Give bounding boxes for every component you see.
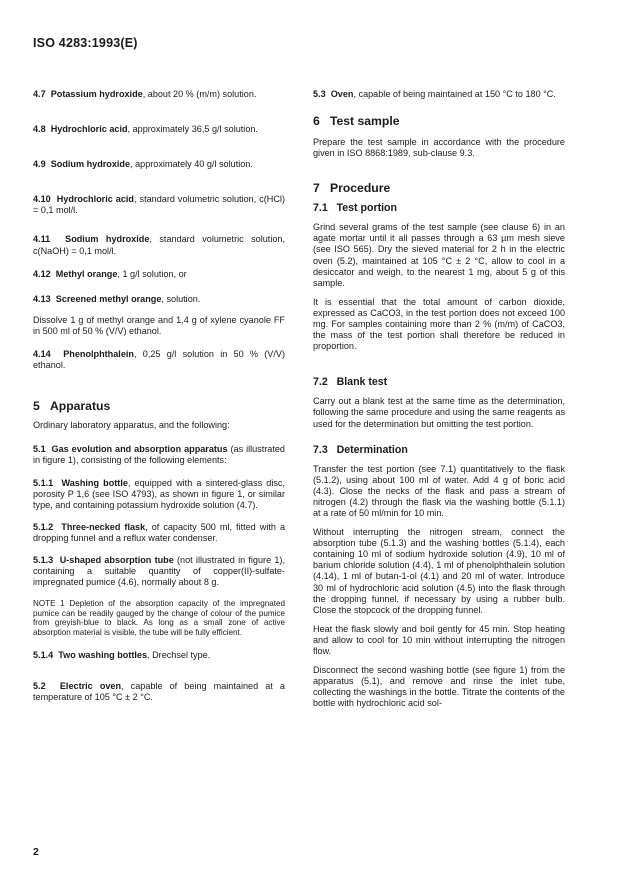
clause-number: 4.12 xyxy=(33,268,51,279)
clause-number: 5.1.3 xyxy=(33,554,54,565)
clause-4-10 xyxy=(33,194,285,216)
clause-name: Sodium hydroxide xyxy=(50,159,131,170)
clause-name: Hydrochloric acid xyxy=(50,124,128,135)
clause-text: , equipped with a sintered-glass disc, porosity P 1,6 (see ISO 4793), as shown in figure 1, or similar type, and containing potassium hydroxide solution (4.7). xyxy=(33,477,285,510)
section-5-heading: 5 Apparatus xyxy=(33,399,111,414)
clause-4-11 xyxy=(33,234,285,256)
clause-name: Gas evolution and absorption apparatus xyxy=(51,444,228,455)
clause-number: 4.9 xyxy=(33,159,46,170)
test-portion-paragraph-2: It is essential that the total amount of carbon dioxide, expressed as CaCO3, in the test portion does not exceed 100 mg. For samples containing more than 2 % (m/m) of CaCO3, the mass of the test portion shall therefore be reduced in proportion. xyxy=(313,296,565,352)
clause-number: 5.1.4 xyxy=(33,649,54,660)
section-7-heading: 7 Procedure xyxy=(313,181,391,196)
subsection-7-2-heading: 7.2 Blank test xyxy=(313,376,388,389)
clause-name: Three-necked flask xyxy=(61,521,146,532)
page-number: 2 xyxy=(33,846,39,858)
clause-text: , solution. xyxy=(161,293,201,304)
clause-text: , capable of being maintained at a temperature of 105 °C ± 2 °C. xyxy=(33,680,285,702)
clause-name: Electric oven xyxy=(59,680,122,691)
determination-paragraph-1: Transfer the test portion (see 7.1) quantitatively to the flask (5.1.2), using about 100 ml of water. Add 4 g of boric acid (4.3). Close the necks of the flask and pass a stream of nitrogen (4.2) through the flask via the washing bottle (5.1.1) at a rate of 50 ml/min for 10 min. xyxy=(313,463,565,518)
clause-number: 5.1.1 xyxy=(33,477,54,488)
clause-number: 4.13 xyxy=(33,293,51,304)
clause-4-13 xyxy=(33,294,285,305)
clause-text: , standard volumetric solution, c(NaOH) = 0,1 mol/l. xyxy=(33,234,285,256)
clause-text: (not illustrated in figure 1), containing a suitable quantity of copper(II)-sulfate-impregnated pumice (4.6), normally about 8 g. xyxy=(33,554,285,588)
clause-number: 5.3 xyxy=(313,89,326,99)
clause-name: Hydrochloric acid xyxy=(56,194,134,205)
clause-name: Sodium hydroxide xyxy=(65,234,150,245)
clause-4-9 xyxy=(33,159,285,170)
clause-5-1-3 xyxy=(33,555,285,588)
clause-number: 4.14 xyxy=(33,349,51,360)
clause-text: , standard volumetric solution, c(HCl) = 0,1 mol/l. xyxy=(33,194,285,216)
clause-number: 5.2 xyxy=(33,680,46,691)
clause-name: Two washing bottles xyxy=(58,649,148,660)
clause-5-1-4 xyxy=(33,650,285,661)
clause-text: , 0,25 g/l solution in 50 % (V/V) ethanol. xyxy=(33,349,285,371)
clause-number: 4.11 xyxy=(33,234,51,245)
clause-number: 4.8 xyxy=(33,124,46,135)
left-column xyxy=(33,89,285,703)
clause-number: 5.1 xyxy=(33,444,46,455)
note-1: NOTE 1 Depletion of the absorption capacity of the impregnated pumice can be readily gauged by the change of colour of the pumice from greyish-blue to black. As long as a small zone of active absorption material is visible, the tube will be fully efficient. xyxy=(33,599,285,638)
clause-text: , Drechsel type. xyxy=(147,649,211,660)
test-portion-paragraph-1: Grind several grams of the test sample (see clause 6) in an agate mortar until it all passes through a 63 µm mesh sieve (see ISO 565). Dry the sieved material for 2 h in the electric oven (5.2), maintained at 105 °C ± 2 °C, allow to cool in a desiccator and weigh, to the nearest 1 mg, about 5 g of this sample. xyxy=(313,222,565,288)
clause-name: Washing bottle xyxy=(61,477,128,488)
clause-text: (as illustrated in figure 1), consisting of the following elements: xyxy=(33,444,285,466)
section-5-intro: Ordinary laboratory apparatus, and the following: xyxy=(33,420,230,431)
clause-4-7 xyxy=(33,89,285,100)
clause-text: , approximately 36,5 g/l solution. xyxy=(127,124,258,135)
subsection-7-3-heading: 7.3 Determination xyxy=(313,443,408,456)
right-column xyxy=(313,89,565,709)
clause-4-12 xyxy=(33,269,285,280)
blank-test-paragraph: Carry out a blank test at the same time as the determination, following the same procedure and using the same reagents as used for the determination but omitting the test portion. xyxy=(313,396,565,429)
clause-4-8 xyxy=(33,124,285,135)
clause-text: , capable of being maintained at 150 °C to 180 °C. xyxy=(353,89,556,99)
determination-paragraph-3: Heat the flask slowly and boil gently for 45 min. Stop heating and allow to cool for 10 min without interrupting the nitrogen flow. xyxy=(313,623,565,656)
clause-text: , of capacity 500 ml, fitted with a dropping funnel and a reflux water condenser. xyxy=(33,521,286,543)
clause-name: Phenolphthalein xyxy=(63,349,134,360)
clause-5-1-1 xyxy=(33,478,285,511)
clause-text: , approximately 40 g/l solution. xyxy=(130,159,253,170)
clause-text: , about 20 % (m/m) solution. xyxy=(142,89,257,99)
section-6-body: Prepare the test sample in accordance with the procedure given in ISO 8868:1989, sub-clause 9.3. xyxy=(313,137,565,159)
clause-text: , 1 g/l solution, or xyxy=(117,268,187,279)
clause-name: Potassium hydroxide xyxy=(50,89,143,99)
section-6-heading: 6 Test sample xyxy=(313,114,400,129)
determination-paragraph-2: Without interrupting the nitrogen stream, connect the absorption tube (5.1.3) and the washing bottles (5.1.4), each containing 10 ml of sodium hydroxide solution (4.9), 10 ml of barium chloride solution (4.4), 1 ml of phenolphthalein solution (4.14), 1 ml of butan-1-ol (4.1) and 20 ml of water. Introduce 30 ml of hydrochloric acid solution (4.5) into the flask through the dropping funnel, if necessary by using a rubber bulb. Close the stopcock of the dropping funnel. xyxy=(313,527,565,615)
clause-4-13-body: Dissolve 1 g of methyl orange and 1,4 g of xylene cyanole FF in 500 ml of 50 % (V/V) ethanol. xyxy=(33,314,285,336)
clause-name: Oven xyxy=(330,89,354,99)
clause-5-1-2 xyxy=(33,522,285,544)
clause-5-3 xyxy=(313,89,565,100)
clause-name: U-shaped absorption tube xyxy=(59,554,174,565)
document-header: ISO 4283:1993(E) xyxy=(33,36,138,50)
clause-number: 4.7 xyxy=(33,89,46,99)
clause-name: Screened methyl orange xyxy=(55,293,162,304)
clause-number: 5.1.2 xyxy=(33,521,54,532)
clause-5-1 xyxy=(33,444,285,466)
clause-number: 4.10 xyxy=(33,194,51,205)
clause-name: Methyl orange xyxy=(55,268,118,279)
determination-paragraph-4: Disconnect the second washing bottle (see figure 1) from the apparatus (5.1), and remove and rinse the inlet tube, collecting the washings in the bottle. Titrate the contents of the bottle with hydrochloric acid sol- xyxy=(313,665,565,709)
clause-5-2 xyxy=(33,681,285,703)
subsection-7-1-heading: 7.1 Test portion xyxy=(313,202,397,215)
clause-4-14 xyxy=(33,349,285,371)
